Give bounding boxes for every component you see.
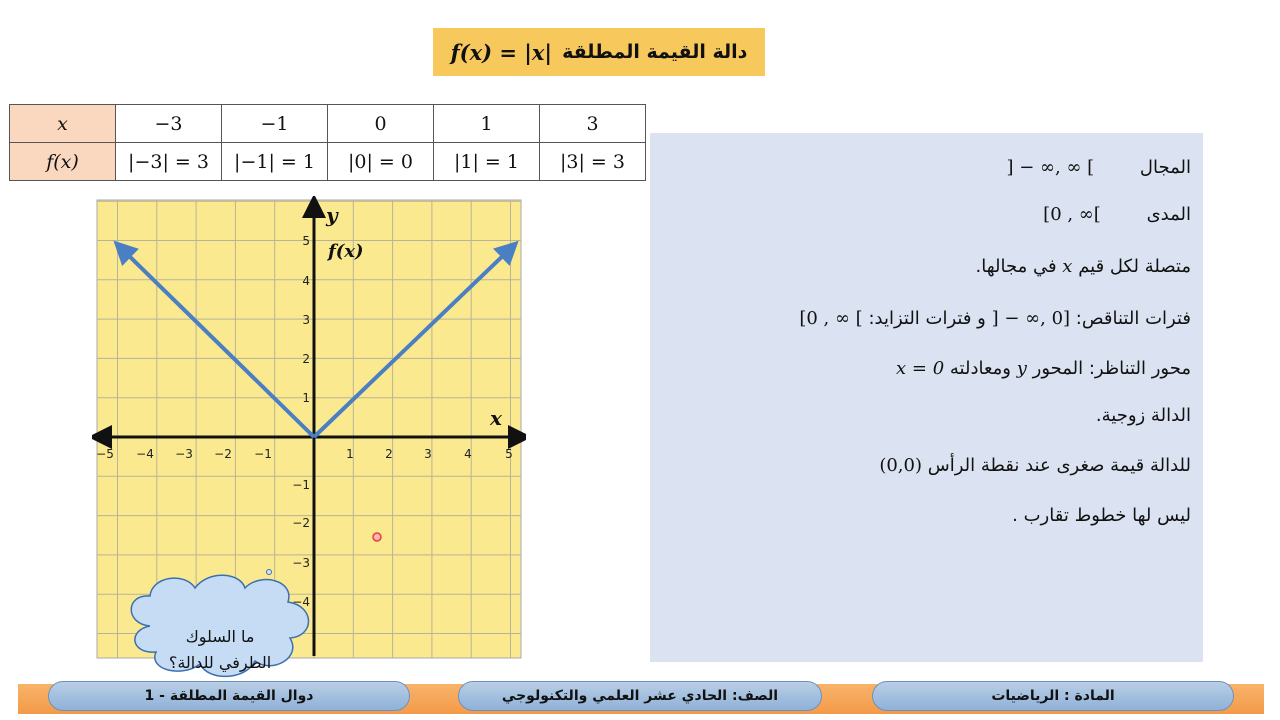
intervals-row [799, 308, 1191, 329]
table-row-f [10, 143, 646, 181]
y-tick-label: 2 [302, 352, 310, 366]
symmetry-label: محور التناظر: المحور [1032, 358, 1191, 379]
range-row [1043, 204, 1191, 225]
table-cell: −3 [116, 105, 222, 143]
decreasing-value: ] − ∞, 0] [991, 308, 1071, 329]
increasing-value: [0 , ∞ [ [799, 308, 863, 329]
y-tick-label: −3 [292, 556, 310, 570]
y-tick-label: −2 [292, 516, 310, 530]
x-tick-label: 3 [424, 447, 432, 461]
domain-label: المجال [1139, 157, 1191, 178]
table-cell: −1 [222, 105, 328, 143]
table-cell: |−3| = 3 [116, 143, 222, 181]
even-row: الدالة زوجية. [1095, 405, 1191, 426]
increasing-label: و فترات التزايد: [868, 308, 986, 329]
range-value: [0 , ∞[ [1043, 204, 1101, 225]
table-cell: |−1| = 1 [222, 143, 328, 181]
table-cell: 3 [540, 105, 646, 143]
range-label: المدى [1146, 204, 1191, 225]
title-formula: f(x) = |x| [450, 39, 553, 65]
table-header-x: x [10, 105, 116, 143]
decreasing-label: فترات التناقص: [1075, 308, 1191, 329]
y-tick-label: 3 [302, 313, 310, 327]
footer-grade: الصف: الحادي عشر العلمي والتكنولوجي [458, 681, 822, 711]
x-tick-label: 1 [346, 447, 354, 461]
pointer-dot-icon [373, 533, 381, 541]
symmetry-mid: ومعادلته [949, 358, 1011, 379]
x-tick-label: 5 [505, 447, 513, 461]
y-tick-label: 1 [302, 391, 310, 405]
domain-row [1006, 157, 1191, 178]
x-tick-label: −4 [136, 447, 154, 461]
continuity-text-end: في مجالها. [975, 256, 1057, 277]
y-tick-label: 5 [302, 234, 310, 248]
x-tick-label: 2 [385, 447, 393, 461]
x-axis-label: x [490, 406, 502, 430]
table-row-x [10, 105, 646, 143]
table-cell: |3| = 3 [540, 143, 646, 181]
table-cell: 1 [434, 105, 540, 143]
x-tick-label: −5 [96, 447, 114, 461]
properties-panel [650, 133, 1203, 662]
value-table [9, 104, 646, 181]
symmetry-var: y [1016, 358, 1027, 379]
page-title [433, 28, 765, 76]
cloud-text-line1: ما السلوك [185, 627, 255, 646]
minimum-point: (0,0) [879, 455, 922, 476]
table-cell: 0 [328, 105, 434, 143]
continuity-var: x [1062, 256, 1073, 277]
footer-subject: المادة : الرياضيات [872, 681, 1234, 711]
continuity-text: متصلة لكل قيم [1078, 256, 1191, 277]
y-tick-label: −4 [292, 595, 310, 609]
continuity-row [976, 256, 1192, 277]
curve-label: f(x) [328, 241, 364, 262]
symmetry-row [896, 358, 1191, 379]
table-header-f: f(x) [10, 143, 116, 181]
x-tick-label: −1 [254, 447, 272, 461]
asymptotes-row: ليس لها خطوط تقارب . [1012, 505, 1191, 526]
y-axis-label: y [326, 203, 338, 227]
x-tick-label: 4 [464, 447, 472, 461]
x-tick-label: −2 [214, 447, 232, 461]
table-cell: |0| = 0 [328, 143, 434, 181]
domain-value: ] − ∞, ∞ [ [1006, 157, 1095, 178]
y-tick-label: −1 [292, 478, 310, 492]
y-tick-label: 4 [302, 274, 310, 288]
title-arabic: دالة القيمة المطلقة [562, 41, 748, 63]
cloud-callout [120, 566, 320, 686]
minimum-text: للدالة قيمة صغرى عند نقطة الرأس [927, 455, 1191, 476]
symmetry-eq: x = 0 [896, 358, 945, 379]
x-tick-label: −3 [175, 447, 193, 461]
table-cell: |1| = 1 [434, 143, 540, 181]
cloud-text-line2: الطرفي للدالة؟ [168, 653, 272, 672]
minimum-row [879, 455, 1191, 476]
footer-lesson: دوال القيمة المطلقة - 1 [48, 681, 410, 711]
